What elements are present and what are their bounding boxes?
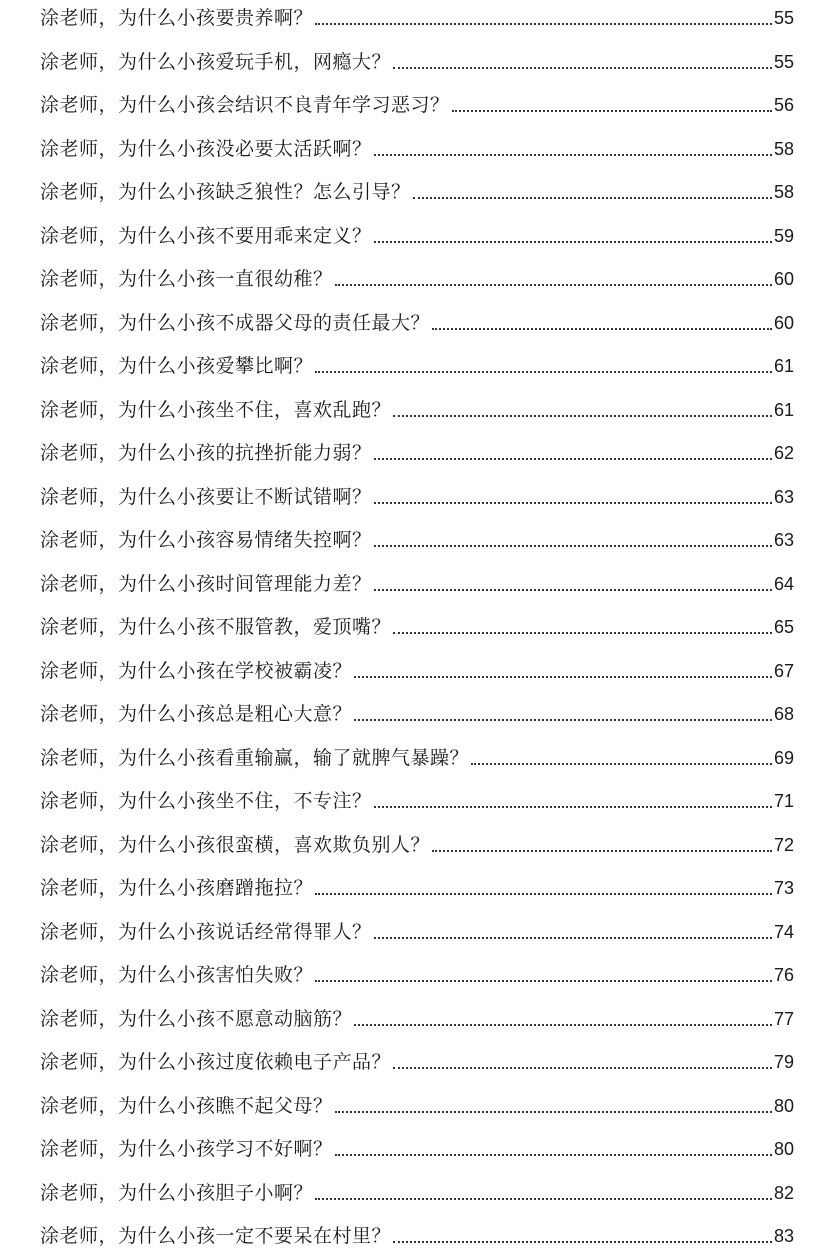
toc-entry-title: 涂老师，为什么小孩总是粗心大意？ [40, 703, 353, 725]
toc-entry-title: 涂老师，为什么小孩不服管教，爱顶嘴？ [40, 616, 392, 638]
toc-entry-page-number: 58 [773, 138, 794, 159]
toc-entry-page-number: 65 [773, 617, 794, 637]
toc-entry-page-number: 71 [773, 791, 794, 811]
toc-entry-page-number: 67 [773, 660, 794, 681]
toc-entry[interactable] [40, 653, 794, 683]
dot-leader [432, 850, 772, 852]
toc-entry-page-number: 61 [773, 356, 794, 376]
toc-entry[interactable] [40, 435, 794, 465]
dot-leader [374, 589, 772, 591]
toc-entry[interactable] [40, 696, 794, 726]
toc-entry-page-number: 64 [773, 573, 794, 594]
toc-entry-title: 涂老师，为什么小孩胆子小啊？ [40, 1181, 314, 1204]
toc-entry[interactable] [40, 0, 794, 30]
toc-entry[interactable] [40, 348, 794, 378]
toc-entry[interactable] [40, 957, 794, 987]
dot-leader [354, 1024, 772, 1026]
toc-entry-title: 涂老师，为什么小孩说话经常得罪人？ [40, 920, 372, 943]
toc-entry-title: 涂老师，为什么小孩没必要太活跃啊？ [40, 137, 372, 160]
toc-entry[interactable] [40, 740, 794, 770]
dot-leader [374, 545, 772, 547]
toc-entry[interactable] [40, 131, 794, 161]
toc-entry-page-number: 56 [773, 95, 794, 115]
dot-leader [374, 502, 772, 504]
toc-entry[interactable] [40, 87, 794, 117]
toc-entry-title: 涂老师，为什么小孩很蛮横，喜欢欺负别人？ [40, 833, 431, 856]
toc-entry-page-number: 73 [773, 878, 794, 898]
toc-entry-page-number: 74 [773, 921, 794, 942]
toc-entry-page-number: 79 [773, 1052, 794, 1072]
toc-entry[interactable] [40, 783, 794, 813]
toc-entry-title: 涂老师，为什么小孩不成器父母的责任最大？ [40, 311, 431, 334]
toc-entry-title: 涂老师，为什么小孩会结识不良青年学习恶习？ [40, 94, 450, 116]
toc-entry[interactable] [40, 392, 794, 422]
toc-entry[interactable] [40, 1088, 794, 1118]
dot-leader [413, 197, 772, 199]
dot-leader [471, 763, 772, 765]
toc-entry-title: 涂老师，为什么小孩害怕失败？ [40, 964, 314, 986]
toc-entry-title: 涂老师，为什么小孩学习不好啊？ [40, 1138, 333, 1160]
toc-entry-title: 涂老师，为什么小孩爱攀比啊？ [40, 355, 314, 377]
dot-leader [315, 1198, 772, 1200]
toc-entry-title: 涂老师，为什么小孩磨蹭拖拉？ [40, 877, 314, 899]
dot-leader [335, 1154, 772, 1156]
toc-entry[interactable] [40, 1001, 794, 1031]
dot-leader [393, 632, 772, 634]
dot-leader [335, 1111, 772, 1113]
toc-entry[interactable] [40, 566, 794, 596]
toc-entry-title: 涂老师，为什么小孩时间管理能力差？ [40, 572, 372, 595]
toc-entry-page-number: 77 [773, 1008, 794, 1029]
dot-leader [374, 241, 772, 243]
toc-entry[interactable] [40, 174, 794, 204]
toc-entry[interactable] [40, 522, 794, 552]
toc-entry-title: 涂老师，为什么小孩不愿意动脑筋？ [40, 1007, 353, 1030]
dot-leader [432, 328, 772, 330]
dot-leader [374, 154, 772, 156]
toc-entry[interactable] [40, 218, 794, 248]
toc-entry[interactable] [40, 914, 794, 944]
toc-entry-title: 涂老师，为什么小孩缺乏狼性？怎么引导？ [40, 181, 411, 203]
toc-entry[interactable] [40, 870, 794, 900]
toc-entry-title: 涂老师，为什么小孩容易情绪失控啊？ [40, 529, 372, 551]
dot-leader [354, 719, 772, 721]
dot-leader [374, 806, 772, 808]
toc-entry[interactable] [40, 609, 794, 639]
toc-entry-title: 涂老师，为什么小孩坐不住，喜欢乱跑？ [40, 398, 392, 421]
toc-entry-page-number: 60 [773, 269, 794, 289]
toc-entry-page-number: 76 [773, 965, 794, 985]
toc-entry-title: 涂老师，为什么小孩爱玩手机，网瘾大？ [40, 50, 392, 73]
toc-entry-page-number: 82 [773, 1182, 794, 1203]
dot-leader [374, 458, 772, 460]
dot-leader [315, 371, 772, 373]
toc-entry-title: 涂老师，为什么小孩一定不要呆在村里？ [40, 1225, 392, 1247]
toc-entry[interactable] [40, 305, 794, 335]
dot-leader [315, 893, 772, 895]
dot-leader [393, 1241, 772, 1243]
toc-entry-page-number: 80 [773, 1095, 794, 1116]
toc-entry-title: 涂老师，为什么小孩要贵养啊？ [40, 7, 314, 29]
toc-entry-page-number: 69 [773, 747, 794, 768]
toc-entry-title: 涂老师，为什么小孩的抗挫折能力弱？ [40, 442, 372, 464]
dot-leader [315, 23, 772, 25]
toc-entry[interactable] [40, 1218, 794, 1248]
toc-entry-title: 涂老师，为什么小孩一直很幼稚？ [40, 268, 333, 290]
toc-entry[interactable] [40, 827, 794, 857]
dot-leader [452, 110, 772, 112]
toc-entry-page-number: 80 [773, 1139, 794, 1159]
dot-leader [354, 676, 772, 678]
toc-entry[interactable] [40, 261, 794, 291]
toc-entry[interactable] [40, 479, 794, 509]
dot-leader [335, 284, 772, 286]
toc-entry-page-number: 60 [773, 312, 794, 333]
dot-leader [393, 1067, 772, 1069]
dot-leader [393, 67, 772, 69]
toc-entry-page-number: 55 [773, 51, 794, 72]
dot-leader [315, 980, 772, 982]
toc-entry-title: 涂老师，为什么小孩要让不断试错啊？ [40, 485, 372, 508]
toc-entry-page-number: 55 [773, 8, 794, 28]
dot-leader [374, 937, 772, 939]
toc-entry-page-number: 61 [773, 399, 794, 420]
toc-entry-title: 涂老师，为什么小孩看重输赢，输了就脾气暴躁？ [40, 746, 470, 769]
toc-entry-title: 涂老师，为什么小孩不要用乖来定义？ [40, 224, 372, 247]
toc-entry-page-number: 72 [773, 834, 794, 855]
toc-entry-title: 涂老师，为什么小孩坐不住，不专注？ [40, 790, 372, 812]
toc-entry-title: 涂老师，为什么小孩瞧不起父母？ [40, 1094, 333, 1117]
toc-entry-page-number: 63 [773, 486, 794, 507]
toc-entry-page-number: 58 [773, 182, 794, 202]
toc-entry-page-number: 63 [773, 530, 794, 550]
toc-entry-page-number: 62 [773, 443, 794, 463]
toc-entry[interactable] [40, 1131, 794, 1161]
toc-entry-title: 涂老师，为什么小孩在学校被霸凌？ [40, 659, 353, 682]
toc-entry-page-number: 68 [773, 704, 794, 724]
toc-entry[interactable] [40, 1175, 794, 1205]
toc-entry[interactable] [40, 44, 794, 74]
toc-entry-page-number: 83 [773, 1226, 794, 1246]
toc-entry[interactable] [40, 1044, 794, 1074]
dot-leader [393, 415, 772, 417]
toc-entry-title: 涂老师，为什么小孩过度依赖电子产品？ [40, 1051, 392, 1073]
toc-entry-page-number: 59 [773, 225, 794, 246]
